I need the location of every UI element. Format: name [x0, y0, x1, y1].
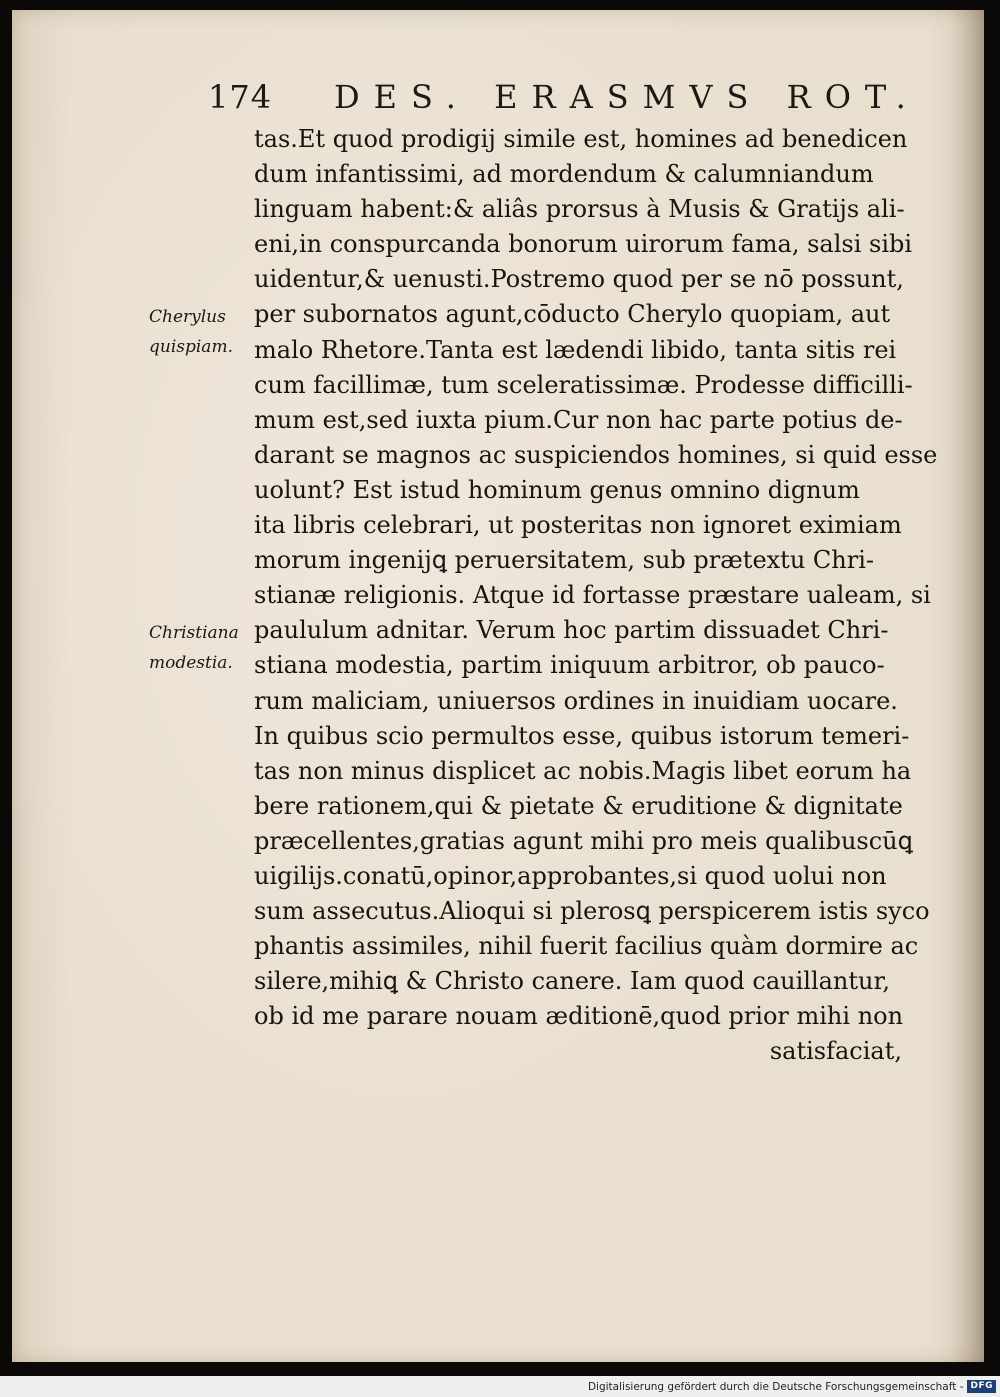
text-line: ob id me parare nouam æditionē,quod prior mihi non [254, 1002, 904, 1031]
text-line: malo Rhetore.Tanta est lædendi libido, tanta sitis rei [254, 335, 897, 364]
text-line: uidentur,& uenusti.Postremo quod per se nō possunt, [254, 265, 904, 294]
digitization-credit [0, 1376, 1000, 1397]
text-line: uigilijs.conatū,opinor,approbantes,si quod uolui non [254, 861, 887, 890]
text-line: darant se magnos ac suspiciendos homines, si quid esse [254, 440, 938, 469]
running-title: DES. ERASMVS ROT. [334, 78, 920, 116]
text-line: uolunt? Est istud hominum genus omnino dignum [254, 475, 860, 504]
text-line: In quibus scio permultos esse, quibus istorum temeri- [254, 721, 910, 750]
margin-note-line: quispiam. [149, 337, 233, 357]
page-number: 174 [208, 78, 273, 116]
text-line: bere rationem,qui & pietate & eruditione & dignitate [254, 791, 903, 820]
text-line: linguam habent:& aliâs prorsus à Musis & Gratijs ali- [254, 195, 905, 224]
text-line: mum est,sed iuxta pium.Cur non hac parte potius de- [254, 405, 903, 434]
text-line: tas.Et quod prodigij simile est, homines ad benedicen [254, 125, 908, 153]
credit-text: Digitalisierung gefördert durch die Deutsche Forschungsgemeinschaft - [587, 1380, 964, 1393]
text-line: dum infantissimi, ad mordendum & calumniandum [254, 160, 874, 189]
margin-note-christiana [149, 618, 259, 678]
margin-note-cherylus [149, 302, 259, 362]
text-line: morum ingenijꝗ peruersitatem, sub prætextu Chri- [254, 546, 874, 575]
margin-note-line: modestia. [149, 653, 233, 673]
text-line: præcellentes,gratias agunt mihi pro meis qualibuscūꝗ [254, 826, 913, 855]
text-line: tas non minus displicet ac nobis.Magis libet eorum ha [254, 756, 912, 785]
dfg-logo: DFG [967, 1380, 996, 1393]
gutter-shadow [950, 10, 984, 1362]
text-line: per subornatos agunt,cōducto Cherylo quopiam, aut [254, 300, 891, 329]
text-line: sum assecutus.Alioqui si plerosꝗ perspicerem istis syco [254, 897, 930, 926]
margin-note-line: Cherylus [149, 307, 226, 327]
text-line: silere,mihiꝗ & Christo canere. Iam quod cauillantur, [254, 967, 890, 996]
body-text [254, 122, 938, 1070]
catchword-line: satisfaciat, [769, 1037, 902, 1066]
text-line: ita libris celebrari, ut posteritas non ignoret eximiam [254, 511, 902, 540]
margin-note-line: Christiana [149, 623, 239, 643]
running-head [208, 78, 920, 118]
text-line: phantis assimiles, nihil fuerit facilius quàm dormire ac [254, 932, 919, 961]
text-line: stiana modestia, partim iniquum arbitror, ob pauco- [254, 651, 885, 680]
text-line: rum maliciam, uniuersos ordines in inuidiam uocare. [254, 686, 898, 715]
text-line: stianæ religionis. Atque id fortasse præstare ualeam, si [254, 581, 931, 610]
text-line: cum facillimæ, tum sceleratissimæ. Prodesse difficilli- [254, 370, 913, 399]
text-line: paululum adnitar. Verum hoc partim dissuadet Chri- [254, 616, 889, 645]
book-page [12, 10, 984, 1362]
text-line: eni,in conspurcanda bonorum uirorum fama, salsi sibi [254, 230, 913, 259]
